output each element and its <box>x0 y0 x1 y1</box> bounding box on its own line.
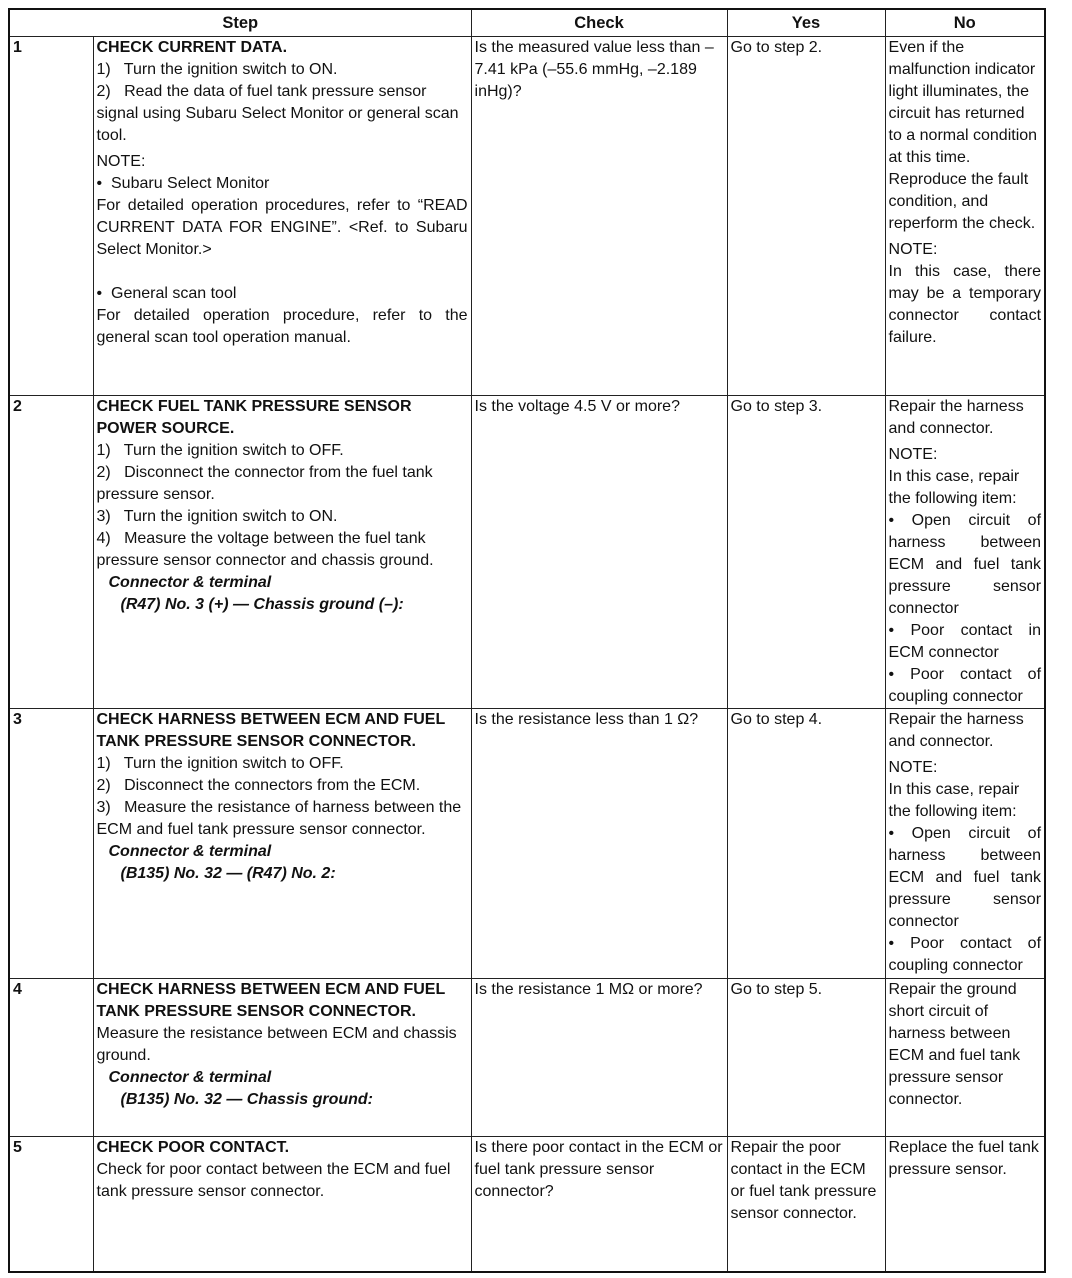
note-text: In this case, repair the following item: <box>888 781 1020 820</box>
connector-terminal: (B135) No. 32 — Chassis ground: <box>120 1091 373 1108</box>
note-label: NOTE: <box>888 759 938 776</box>
yes-cell: Go to step 4. <box>727 709 885 979</box>
step-title: CHECK POOR CONTACT. <box>96 1139 290 1156</box>
note-text: For detailed operation procedures, refer to “READ CURRENT DATA FOR ENGINE”. <Ref. to Subaru Select Monitor.> <box>96 197 468 258</box>
no-cell <box>885 37 1045 396</box>
no-cell: Replace the fuel tank pressure sensor. <box>885 1137 1045 1273</box>
step-title: CHECK HARNESS BETWEEN ECM AND FUEL TANK PRESSURE SENSOR CONNECTOR. <box>96 711 445 750</box>
yes-cell: Go to step 2. <box>727 37 885 396</box>
step-instruction: 4) Measure the voltage between the fuel tank pressure sensor connector and chassis ground. <box>96 530 434 569</box>
table-row <box>9 709 1045 979</box>
table-row <box>9 979 1045 1137</box>
connector-terminal: (R47) No. 3 (+) — Chassis ground (–): <box>120 596 404 613</box>
no-text: Repair the harness and connector. <box>888 711 1024 750</box>
note-bullet: • Subaru Select Monitor <box>96 175 270 192</box>
no-text: Repair the harness and connector. <box>888 398 1024 437</box>
header-row <box>9 9 1045 37</box>
header-step: Step <box>9 9 471 37</box>
step-number: 2 <box>9 396 93 709</box>
step-procedure <box>93 1137 471 1273</box>
note-label: NOTE: <box>96 153 146 170</box>
no-cell <box>885 709 1045 979</box>
step-procedure <box>93 979 471 1137</box>
repair-item: • Poor contact of coupling connector <box>888 666 1042 705</box>
step-title: CHECK FUEL TANK PRESSURE SENSOR POWER SOURCE. <box>96 398 412 437</box>
step-instruction: 1) Turn the ignition switch to OFF. <box>96 442 344 459</box>
step-instruction: 3) Measure the resistance of harness between the ECM and fuel tank pressure sensor connector. <box>96 799 462 838</box>
step-title: CHECK HARNESS BETWEEN ECM AND FUEL TANK PRESSURE SENSOR CONNECTOR. <box>96 981 445 1020</box>
no-text: Even if the malfunction indicator light illuminates, the circuit has returned to a normal condition at this time. Reproduce the fault condition, and reperform the check. <box>888 39 1038 232</box>
diagnostic-table <box>8 8 1046 1273</box>
step-instruction: 3) Turn the ignition switch to ON. <box>96 508 338 525</box>
header-yes: Yes <box>727 9 885 37</box>
no-cell: Repair the ground short circuit of harness between ECM and fuel tank pressure sensor connector. <box>885 979 1045 1137</box>
check-cell: Is the measured value less than –7.41 kPa (–55.6 mmHg, –2.189 inHg)? <box>471 37 727 396</box>
table-row <box>9 1137 1045 1273</box>
no-cell <box>885 396 1045 709</box>
check-cell: Is the voltage 4.5 V or more? <box>471 396 727 709</box>
step-instruction: 2) Read the data of fuel tank pressure sensor signal using Subaru Select Monitor or general scan tool. <box>96 83 459 144</box>
step-procedure <box>93 709 471 979</box>
step-number: 3 <box>9 709 93 979</box>
check-cell: Is there poor contact in the ECM or fuel tank pressure sensor connector? <box>471 1137 727 1273</box>
repair-item: • Open circuit of harness between ECM and fuel tank pressure sensor connector <box>888 825 1042 930</box>
header-no: No <box>885 9 1045 37</box>
step-procedure <box>93 37 471 396</box>
step-instruction: 2) Disconnect the connectors from the ECM. <box>96 777 421 794</box>
note-bullet: • General scan tool <box>96 285 237 302</box>
step-instruction: 1) Turn the ignition switch to ON. <box>96 61 338 78</box>
repair-item: • Poor contact in ECM connector <box>888 622 1042 661</box>
note-label: NOTE: <box>888 241 938 258</box>
note-text: In this case, there may be a temporary connector contact failure. <box>888 263 1042 346</box>
note-text: In this case, repair the following item: <box>888 468 1020 507</box>
yes-cell: Repair the poor contact in the ECM or fuel tank pressure sensor connector. <box>727 1137 885 1273</box>
connector-terminal: (B135) No. 32 — (R47) No. 2: <box>120 865 336 882</box>
step-instruction: 2) Disconnect the connector from the fuel tank pressure sensor. <box>96 464 433 503</box>
step-instruction: 1) Turn the ignition switch to OFF. <box>96 755 344 772</box>
step-number: 4 <box>9 979 93 1137</box>
step-instruction: Check for poor contact between the ECM and fuel tank pressure sensor connector. <box>96 1161 451 1200</box>
check-cell: Is the resistance 1 MΩ or more? <box>471 979 727 1137</box>
header-check: Check <box>471 9 727 37</box>
step-number: 1 <box>9 37 93 396</box>
step-number: 5 <box>9 1137 93 1273</box>
step-instruction: Measure the resistance between ECM and chassis ground. <box>96 1025 457 1064</box>
repair-item: • Open circuit of harness between ECM and fuel tank pressure sensor connector <box>888 512 1042 617</box>
connector-label: Connector & terminal <box>108 1069 272 1086</box>
table-row <box>9 396 1045 709</box>
connector-label: Connector & terminal <box>108 843 272 860</box>
step-title: CHECK CURRENT DATA. <box>96 39 288 56</box>
note-text: For detailed operation procedure, refer to the general scan tool operation manual. <box>96 307 468 346</box>
repair-item: • Poor contact of coupling connector <box>888 935 1042 974</box>
check-cell: Is the resistance less than 1 Ω? <box>471 709 727 979</box>
yes-cell: Go to step 3. <box>727 396 885 709</box>
yes-cell: Go to step 5. <box>727 979 885 1137</box>
table-row <box>9 37 1045 396</box>
step-procedure <box>93 396 471 709</box>
connector-label: Connector & terminal <box>108 574 272 591</box>
note-label: NOTE: <box>888 446 938 463</box>
